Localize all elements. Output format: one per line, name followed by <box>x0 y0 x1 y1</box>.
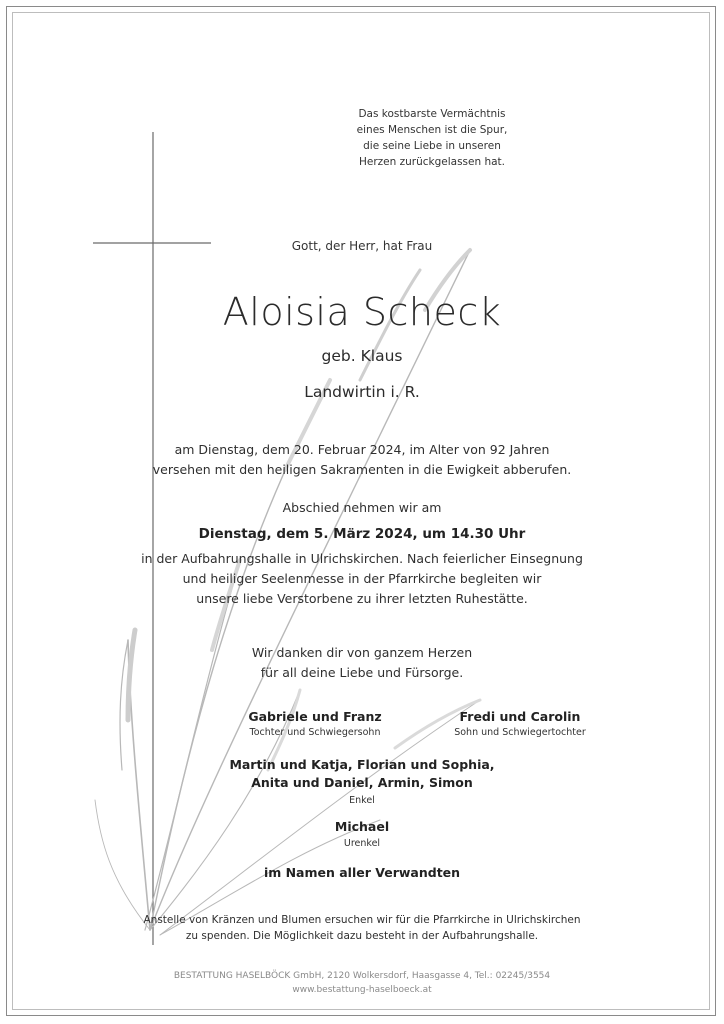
death-line: versehen mit den heiligen Sakramenten in die Ewigkeit abberufen. <box>152 462 572 477</box>
thanks-text <box>0 643 724 683</box>
quote-line: Herzen zurückgelassen hat. <box>358 156 506 168</box>
grandchildren-line: Martin und Katja, Florian und Sophia, <box>229 757 495 772</box>
death-line: am Dienstag, dem 20. Februar 2024, im Alter von 92 Jahren <box>174 442 550 457</box>
mourner-relation: Tochter und Schwiegersohn <box>249 727 381 738</box>
relatives-line: im Namen aller Verwandten <box>263 865 461 880</box>
ceremony-text <box>0 549 724 609</box>
footer-address: BESTATTUNG HASELBÖCK GmbH, 2120 Wolkersdorf, Haasgasse 4, Tel.: 02245/3554 <box>173 971 551 981</box>
death-notice <box>0 440 724 480</box>
memorial-quote <box>70 106 724 170</box>
farewell-date: Dienstag, dem 5. März 2024, um 14.30 Uhr <box>198 526 526 542</box>
footer-website: www.bestattung-haselboeck.at <box>292 985 432 995</box>
grandchildren-names <box>0 756 724 792</box>
mourner-names: Fredi und Carolin <box>459 709 581 724</box>
ceremony-line: unsere liebe Verstorbene zu ihrer letzten Ruhestätte. <box>196 591 528 606</box>
ceremony-line: in der Aufbahrungshalle in Ulrichskirchen. Nach feierlicher Einsegnung <box>141 551 583 566</box>
deceased-name: Aloisia Scheck <box>222 290 502 334</box>
profession: Landwirtin i. R. <box>304 383 420 401</box>
quote-line: die seine Liebe in unseren <box>363 140 501 152</box>
great-grandchild-relation: Urenkel <box>343 838 381 849</box>
mourner-daughter <box>230 709 400 738</box>
grandchildren-line: Anita und Daniel, Armin, Simon <box>251 775 473 790</box>
mourner-relation: Sohn und Schwiegertochter <box>454 727 586 738</box>
intro-text: Gott, der Herr, hat Frau <box>291 239 433 253</box>
quote-line: eines Menschen ist die Spur, <box>356 124 508 136</box>
donation-note <box>0 912 724 944</box>
note-line: zu spenden. Die Möglichkeit dazu besteht in der Aufbahrungshalle. <box>185 930 539 942</box>
mourner-names: Gabriele und Franz <box>248 709 382 724</box>
great-grandchild-name: Michael <box>334 819 390 834</box>
birth-name: geb. Klaus <box>321 347 403 365</box>
ceremony-line: und heiliger Seelenmesse in der Pfarrkirche begleiten wir <box>182 571 542 586</box>
note-line: Anstelle von Kränzen und Blumen ersuchen wir für die Pfarrkirche in Ulrichskirchen <box>143 914 581 926</box>
mourner-son <box>435 709 605 738</box>
funeral-home-footer <box>0 969 724 997</box>
grandchildren-relation: Enkel <box>349 795 375 806</box>
quote-line: Das kostbarste Vermächtnis <box>358 108 506 120</box>
thanks-line: Wir danken dir von ganzem Herzen <box>251 645 473 660</box>
farewell-intro: Abschied nehmen wir am <box>282 500 442 515</box>
thanks-line: für all deine Liebe und Fürsorge. <box>260 665 464 680</box>
